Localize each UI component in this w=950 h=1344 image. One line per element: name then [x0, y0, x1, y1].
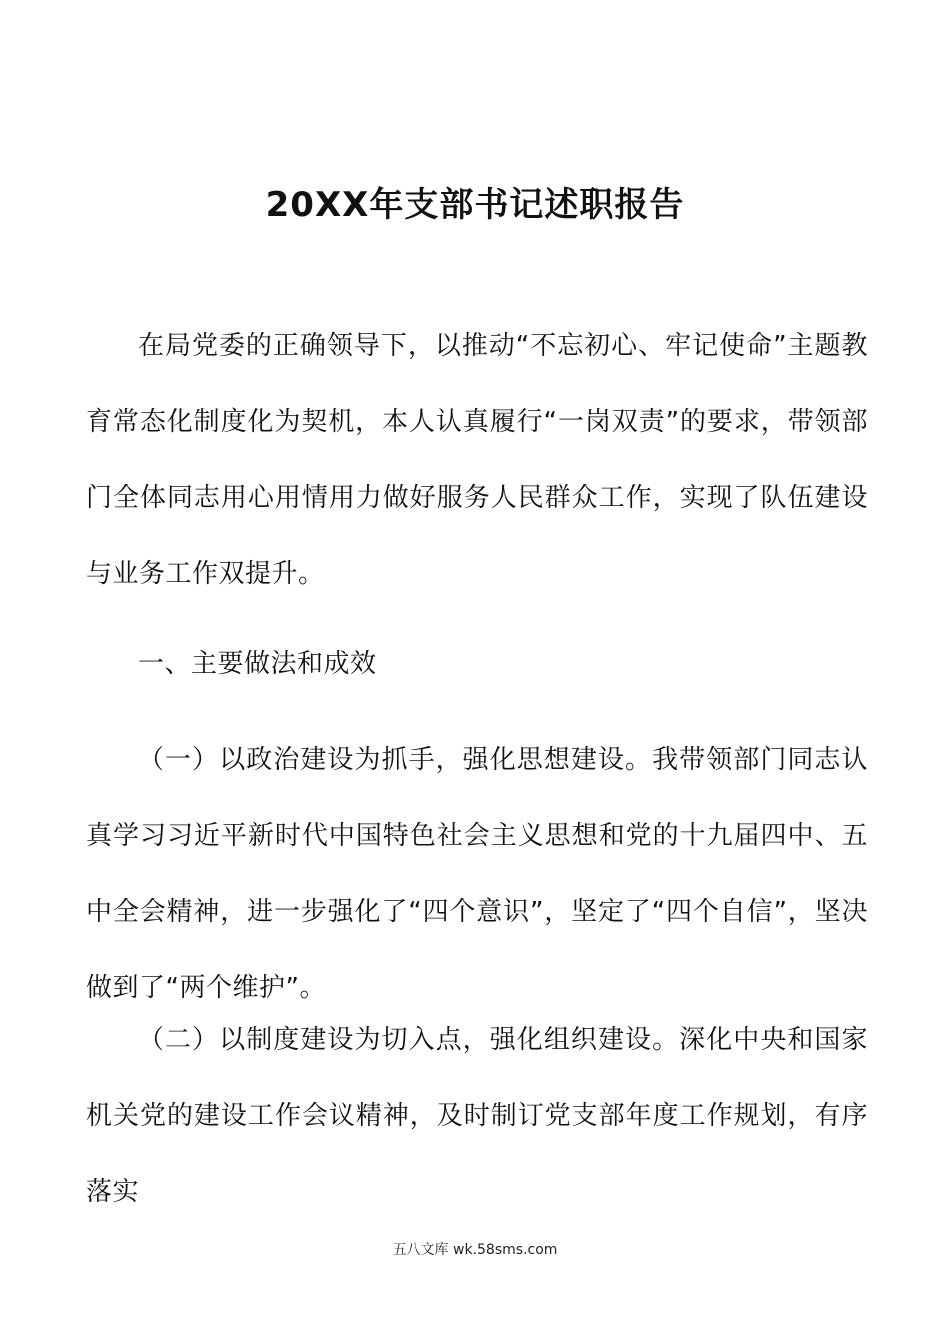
intro-paragraph: 在局党委的正确领导下，以推动“不忘初心、牢记使命”主题教育常态化制度化为契机，本人认真履行“一岗双责”的要求，带领部门全体同志用心用情用力做好服务人民群众工作，实现了队伍建设与业务工作双提升。 — [86, 331, 868, 589]
item-paragraph-1: （一）以政治建设为抓手，强化思想建设。我带领部门同志认真学习习近平新时代中国特色社会主义思想和党的十九届四中、五中全会精神，进一步强化了“四个意识”，坚定了“四个自信”，坚决做到了“两个维护”。 — [86, 745, 868, 1003]
section-heading: 一、主要做法和成效 — [138, 649, 377, 679]
item-paragraph-2: （二）以制度建设为切入点，强化组织建设。深化中央和国家机关党的建设工作会议精神，及时制订党支部年度工作规划，有序落实 — [86, 1025, 868, 1207]
document-title: 20XX年支部书记述职报告 — [265, 185, 685, 225]
footer-watermark: 五八文库 wk.58sms.com — [392, 1242, 558, 1258]
